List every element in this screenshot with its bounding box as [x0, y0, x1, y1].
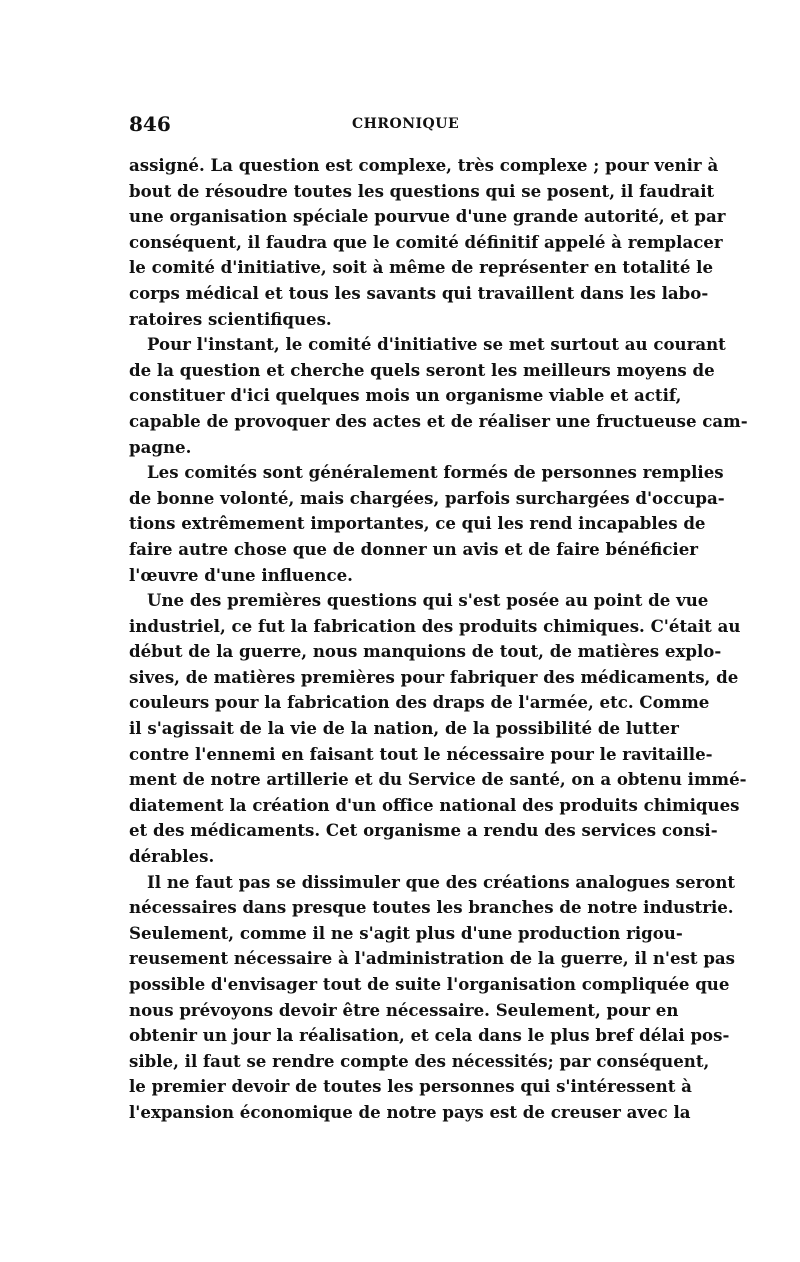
text-line: assigné. La question est complexe, très complexe ; pour venir à — [129, 155, 719, 175]
paragraph — [129, 153, 726, 332]
page-header — [129, 112, 674, 142]
text-line: ment de notre artillerie et du Service de santé, on a obtenu immé- — [129, 769, 747, 790]
text-line: une organisation spéciale pourvue d'une grande autorité, et par — [129, 206, 726, 227]
paragraph — [129, 332, 748, 460]
paragraph — [129, 588, 747, 870]
text-line: faire autre chose que de donner un avis et de faire bénéficier — [129, 538, 699, 559]
text-line: diatement la création d'un office national des produits chimiques — [129, 794, 740, 815]
text-line: constituer d'ici quelques mois un organisme viable et actif, — [129, 385, 682, 406]
body-text — [129, 153, 748, 1126]
text-line: nécessaires dans presque toutes les branches de notre industrie. — [129, 897, 734, 918]
text-line: corps médical et tous les savants qui travaillent dans les labo- — [129, 282, 709, 303]
text-line: début de la guerre, nous manquions de tout, de matières explo- — [129, 641, 722, 662]
text-line: contre l'ennemi en faisant tout le nécessaire pour le ravitaille- — [129, 743, 713, 764]
text-line: de bonne volonté, mais chargées, parfois surchargées d'occupa- — [129, 487, 725, 508]
text-line: l'expansion économique de notre pays est de creuser avec la — [129, 1101, 691, 1122]
page-number: 846 — [129, 112, 171, 136]
text-line: sives, de matières premières pour fabriquer des médicaments, de — [129, 666, 739, 687]
text-line: ratoires scientifiques. — [129, 308, 332, 329]
text-line: reusement nécessaire à l'administration de la guerre, il n'est pas — [129, 948, 736, 969]
text-line: bout de résoudre toutes les questions qui se posent, il faudrait — [129, 180, 715, 201]
text-line: et des médicaments. Cet organisme a rendu des services consi- — [129, 820, 718, 841]
text-line: le comité d'initiative, soit à même de représenter en totalité le — [129, 257, 714, 278]
text-line: l'œuvre d'une influence. — [129, 564, 353, 585]
text-line: industriel, ce fut la fabrication des produits chimiques. C'était au — [129, 615, 741, 636]
paragraph — [129, 870, 736, 1126]
text-line: possible d'envisager tout de suite l'organisation compliquée que — [129, 974, 730, 994]
text-line: sible, il faut se rendre compte des nécessités; par conséquent, — [129, 1050, 710, 1071]
text-line: capable de provoquer des actes et de réaliser une fructueuse cam- — [129, 410, 748, 431]
text-line: pagne. — [129, 436, 192, 457]
running-title: CHRONIQUE — [352, 116, 460, 132]
text-line: obtenir un jour la réalisation, et cela dans le plus bref délai pos- — [129, 1025, 730, 1046]
text-line: nous prévoyons devoir être nécessaire. Seulement, pour en — [129, 999, 679, 1020]
text-line: Les comités sont généralement formés de personnes remplies — [147, 462, 724, 483]
text-line: le premier devoir de toutes les personnes qui s'intéressent à — [129, 1076, 692, 1097]
text-line: dérables. — [129, 846, 215, 867]
paragraph — [129, 460, 725, 588]
text-line: Pour l'instant, le comité d'initiative se met surtout au courant — [147, 334, 726, 355]
text-line: couleurs pour la fabrication des draps de l'armée, etc. Comme — [129, 692, 710, 713]
text-line: Une des premières questions qui s'est posée au point de vue — [147, 590, 709, 611]
text-line: il s'agissait de la vie de la nation, de la possibilité de lutter — [129, 718, 679, 739]
text-line: tions extrêmement importantes, ce qui les rend incapables de — [129, 513, 706, 534]
text-line: conséquent, il faudra que le comité définitif appelé à remplacer — [129, 231, 723, 252]
text-line: Seulement, comme il ne s'agit plus d'une production rigou- — [129, 922, 683, 943]
text-line: de la question et cherche quels seront les meilleurs moyens de — [129, 359, 715, 380]
text-line: Il ne faut pas se dissimuler que des créations analogues seront — [147, 871, 736, 892]
